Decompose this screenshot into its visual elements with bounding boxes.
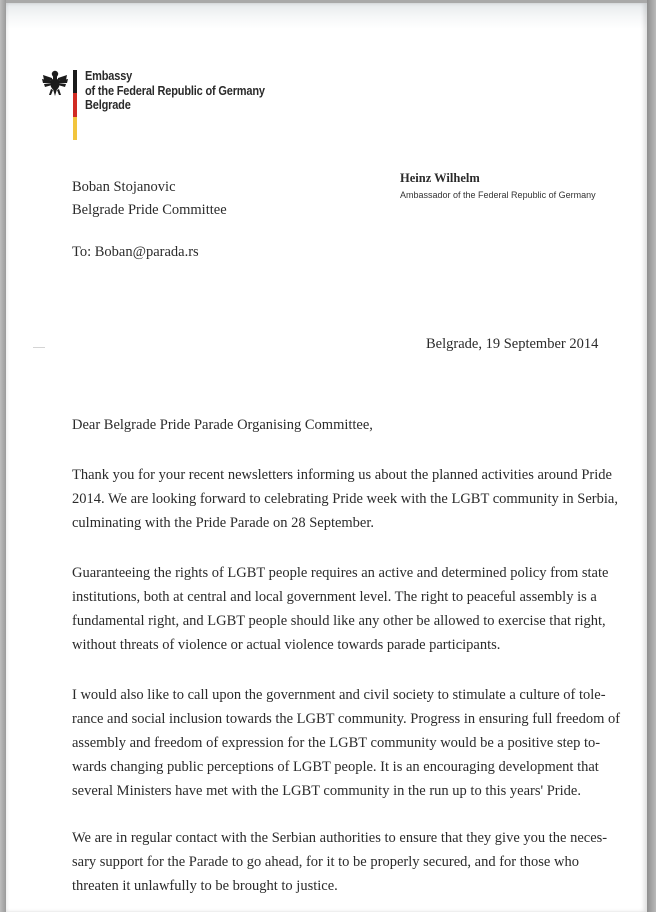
text-line: rance and social inclusion towards the LGBT community. Progress in ensuring full freedom of (72, 711, 621, 727)
salutation: Dear Belgrade Pride Parade Organising Committee, (72, 417, 373, 433)
text-line: threaten it unlawfully to be brought to justice. (72, 878, 338, 894)
paragraph-3 (72, 683, 621, 803)
sender-name: Heinz Wilhelm (400, 171, 480, 185)
text-line: I would also like to call upon the government and civil society to stimulate a culture of tole- (72, 687, 606, 703)
text-line: assembly and freedom of expression for the LGBT community would be a positive step to- (72, 735, 601, 751)
paragraph-4 (72, 826, 608, 898)
paragraph-2 (72, 561, 609, 657)
recipient-email: To: Boban@parada.rs (72, 244, 199, 260)
text-line: 2014. We are looking forward to celebrating Pride week with the LGBT community in Serbia, (72, 491, 618, 507)
text-line: several Ministers have met with the LGBT community in the run up to this years' Pride. (72, 783, 581, 799)
text-line: sary support for the Parade to go ahead, for it to be properly secured, and for those who (72, 854, 579, 870)
letterhead-line-embassy: Embassy (85, 69, 133, 83)
text-line: culminating with the Pride Parade on 28 September. (72, 515, 375, 531)
german-flag-bar (73, 70, 77, 140)
fold-mark (33, 347, 45, 348)
letterhead-line-city: Belgrade (85, 98, 131, 112)
federal-eagle-icon (42, 69, 68, 97)
sender-title: Ambassador of the Federal Republic of Germany (400, 190, 596, 200)
scan-right-edge (647, 0, 656, 912)
text-line: wards changing public perceptions of LGBT people. It is an encouraging development that (72, 759, 599, 775)
text-line: fundamental right, and LGBT people should like any other be allowed to exercise that right, (72, 613, 606, 629)
letter-page (6, 3, 647, 912)
recipient-name: Boban Stojanovic (72, 179, 176, 195)
letterhead-text (85, 69, 265, 113)
text-line: Guaranteeing the rights of LGBT people requires an active and determined policy from state (72, 565, 609, 581)
text-line: without threats of violence or actual violence towards parade participants. (72, 637, 501, 653)
date-line: Belgrade, 19 September 2014 (426, 336, 599, 352)
text-line: institutions, both at central and local government level. The right to peaceful assembly is a (72, 589, 597, 605)
recipient-organisation: Belgrade Pride Committee (72, 202, 227, 218)
letterhead-line-country: of the Federal Republic of Germany (85, 83, 265, 98)
text-line: We are in regular contact with the Serbian authorities to ensure that they give you the neces- (72, 830, 608, 846)
recipient-block (72, 176, 227, 222)
text-line: Thank you for your recent newsletters informing us about the planned activities around Pride (72, 467, 612, 483)
paragraph-1 (72, 463, 618, 535)
